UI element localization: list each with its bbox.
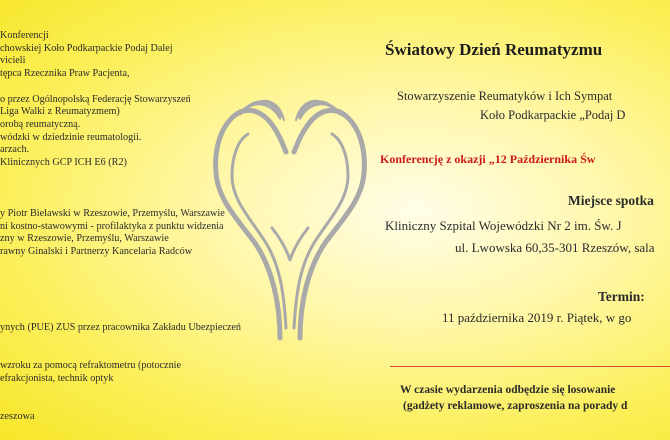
right-text-column (345, 0, 670, 440)
left-text-line: efrakcjonista, technik optyk (0, 372, 114, 384)
note-line-2: (gadżety reklamowe, zaproszenia na porady d (403, 400, 628, 412)
left-text-line: tępca Rzecznika Praw Pacjenta, (0, 68, 130, 80)
event-title: Światowy Dzień Reumatyzmu (385, 40, 603, 59)
left-text-line: Klinicznych GCP ICH E6 (R2) (0, 157, 127, 168)
organization-line-1: Stowarzyszenie Reumatyków i Ich Sympat (397, 89, 613, 103)
left-text-line: orobą reumatyczną. (0, 118, 81, 130)
organization-line-2: Koło Podkarpackie „Podaj D (480, 108, 626, 122)
left-text-line: Konferencji (0, 30, 49, 41)
date-line: 11 października 2019 r. Piątek, w go (442, 310, 632, 325)
left-text-line: arzach. (0, 144, 30, 156)
date-heading: Termin: (598, 289, 645, 304)
left-text-line: wzroku za pomocą refraktometru (potocznie (0, 360, 182, 372)
left-text-line: vicieli (0, 55, 26, 67)
left-text-line: ni kostno-stawowymi - profilaktyka z punktu widzenia (0, 220, 224, 232)
place-line-1: Kliniczny Szpital Wojewódzki Nr 2 im. Św. J (385, 218, 622, 233)
left-text-line: rawny Ginalski i Partnerzy Kancelaria Radców (0, 245, 193, 257)
left-text-line: y Piotr Bielawski w Rzeszowie, Przemyślu, Warszawie (0, 207, 225, 219)
left-text-line: ynych (PUE) ZUS przez pracownika Zakładu Ubezpieczeń (0, 322, 242, 334)
left-text-line: wódzki w dziedzinie reumatologii. (0, 131, 142, 143)
place-line-2: ul. Lwowska 60,35-301 Rzeszów, sala (455, 240, 655, 255)
left-text-line: Liga Walki z Reumatyzmem) (0, 106, 120, 118)
note-line-1: W czasie wydarzenia odbędzie się losowanie (400, 384, 616, 396)
left-text-line: chowskiej Koło Podkarpackie Podaj Dalej (0, 42, 173, 54)
place-heading: Miejsce spotka (568, 193, 654, 208)
conference-line: Konferencję z okazji „12 Października Św (380, 152, 596, 166)
left-text-line: o przez Ogólnopolską Federację Stowarzyszeń (0, 93, 191, 105)
left-text-line: zeszowa (0, 411, 35, 422)
left-text-line: zny w Rzeszowie, Przemyślu, Warszawie (0, 233, 169, 245)
divider (390, 366, 670, 367)
